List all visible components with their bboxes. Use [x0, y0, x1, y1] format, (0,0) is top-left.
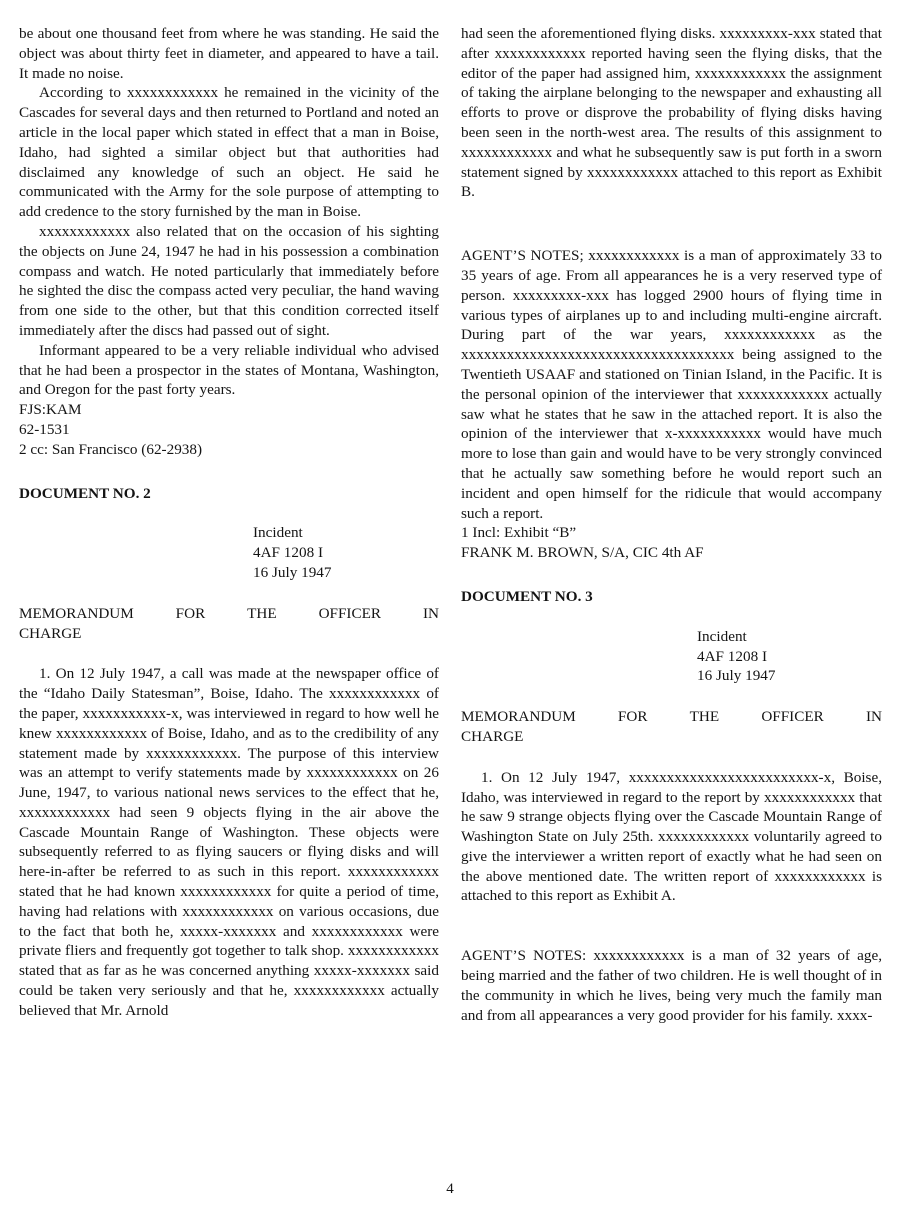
paragraph-agent-notes-2: AGENT’S NOTES: xxxxxxxxxxxx is a man of 32 years of age, being married and the father of two children. He is well thought of in the community in which he lives, being very much the family man and from all appearances a very good provider for his family. xxxx-: [461, 947, 882, 1024]
memo-word: THE: [689, 708, 720, 726]
memo-charge: CHARGE: [461, 727, 524, 745]
memo-word: MEMORANDUM: [461, 708, 576, 726]
memo-word: IN: [422, 604, 439, 622]
document-2-incident-block: [253, 523, 439, 582]
incident-number: 4AF 1208 I: [697, 647, 768, 665]
incident-label: Incident: [253, 524, 303, 542]
memo-word: OFFICER: [318, 604, 382, 622]
document-3-heading: DOCUMENT NO. 3: [461, 587, 593, 605]
file-number-line: 62-1531: [19, 420, 70, 438]
paragraph-informant-reliability: Informant appeared to be a very reliable individual who advised that he had been a prospector in the states of Montana, Washington, and Oregon for the past forty years.: [19, 341, 439, 399]
memo-word: FOR: [175, 604, 206, 622]
paragraph-assignment: had seen the aforementioned flying disks. xxxxxxxxx-xxx stated that after xxxxxxxxxxxx reported having seen the flying disks, that the editor of the paper had assigned him, xxxxxxxxxxxx the assignment of taking the airplane belonging to the newspaper and exhausting all efforts to prove or disprove the probability of flying disks having been seen in the north-west area. The results of this assignment to xxxxxxxxxxxx and what he subsequently saw is put forth in a sworn statement signed by xxxxxxxxxxxx attached to this report as Exhibit B.: [461, 25, 882, 201]
paragraph-newspaper-interview: 1. On 12 July 1947, a call was made at the newspaper office of the “Idaho Daily Statesman”, Boise, Idaho. The xxxxxxxxxxxx of the paper, xxxxxxxxxxx-x, was interviewed in regard to how well he knew xxxxxxxxxxxx of Boise, Idaho, and as to the credibility of any statement made by xxxxxxxxxxxx. The purpose of this interview was an attempt to verify statements made by xxxxxxxxxxxx on 26 June, 1947, to various national news services to the effect that he, xxxxxxxxxxxx had seen 9 objects flying in the air above the Cascade Mountain Range of Washington. These objects were subsequently referred to as flying saucers or flying disks and will here-in-after be referred to as such in this report. xxxxxxxxxxxx stated that he had known xxxxxxxxxxxx for quite a period of time, having had relations with xxxxxxxxxxxx on various occasions, due to the fact that both he, xxxxx-xxxxxxx and xxxxxxxxxxxx were private fliers and frequently got together to talk shop. xxxxxxxxxxxx stated that as far as he was concerned anything xxxxx-xxxxxxx said could be taken very seriously and that he, xxxxxxxxxxxx actually believed that Mr. Arnold: [19, 665, 439, 1019]
memo-word: FOR: [617, 708, 648, 726]
memo-word: OFFICER: [761, 708, 824, 726]
memo-charge: CHARGE: [19, 624, 82, 642]
page-number: 4: [446, 1181, 454, 1197]
incident-label: Incident: [697, 627, 747, 645]
left-column: [19, 24, 439, 1021]
incident-date: 16 July 1947: [253, 563, 332, 581]
memo-word: MEMORANDUM: [19, 604, 134, 622]
initials-line: FJS:KAM: [19, 401, 82, 419]
document-3-memorandum-heading: [461, 707, 882, 747]
document-3-incident-block: [697, 627, 882, 686]
incident-number: 4AF 1208 I: [253, 544, 324, 562]
paragraph-cascade-report: 1. On 12 July 1947, xxxxxxxxxxxxxxxxxxxxxxxxx-x, Boise, Idaho, was interviewed in regard to the report by xxxxxxxxxxxx that he saw 9 strange objects flying over the Cascade Mountain Range of Washington State on July 25th. xxxxxxxxxxxx voluntarily agreed to give the interviewer a written report of exactly what he had seen on the above mentioned date. The written report of xxxxxxxxxxxx is attached to this report as Exhibit A.: [461, 768, 882, 905]
signature-line: FRANK M. BROWN, S/A, CIC 4th AF: [461, 544, 704, 562]
memo-word: THE: [247, 604, 277, 622]
paragraph-agent-notes-1: AGENT’S NOTES; xxxxxxxxxxxx is a man of approximately 33 to 35 years of age. From all appearances he is a very reserved type of person. xxxxxxxxx-xxx has logged 2900 hours of flying time in various types of airplanes up to and including multi-engine aircraft. During part of the war years, xxxxxxxxxxxx as the xxxxxxxxxxxxxxxxxxxxxxxxxxxxxxxxxxxx being assigned to the Twentieth USAAF and stationed on Tinian Island, in the Pacific. It is the personal opinion of the interviewer that xxxxxxxxxxxx actually saw what he states that he saw in the attached report. It is also the opinion of the interviewer that x-xxxxxxxxxxx would have much more to lose than gain and would have to be very strongly convinced that he actually saw something before he would report such an incident and open himself for the ridicule that would accompany such a report.: [461, 247, 882, 522]
document-2-heading: DOCUMENT NO. 2: [19, 484, 151, 502]
paragraph-compass-watch: xxxxxxxxxxxx also related that on the occasion of his sighting the objects on June 24, 1947 he had in his possession a combination compass and watch. He noted particularly that immediately before he sighted the disc the compass acted very peculiar, the hand waving from one side to the other, but that this condition corrected itself immediately after the discs had passed out of sight.: [19, 222, 439, 339]
carbon-copy-line: 2 cc: San Francisco (62-2938): [19, 440, 203, 458]
right-column: [461, 24, 882, 1025]
incident-date: 16 July 1947: [697, 667, 776, 685]
document-2-memorandum-heading: [19, 604, 439, 644]
paragraph-sighting-distance: be about one thousand feet from where he was standing. He said the object was about thirty feet in diameter, and appeared to have a tail. It made no noise.: [19, 25, 439, 82]
memo-word: IN: [865, 708, 882, 726]
paragraph-portland-return: According to xxxxxxxxxxxx he remained in the vicinity of the Cascades for several days and then returned to Portland and noted an article in the local paper which stated in effect that a man in Boise, Idaho, had sighted a similar object but that authorities had disclaimed any knowledge of such an object. He said he communicated with the Army for the sole purpose of attempting to add credence to the story furnished by the man in Boise.: [19, 84, 439, 221]
enclosure-line: 1 Incl: Exhibit “B”: [461, 524, 577, 542]
